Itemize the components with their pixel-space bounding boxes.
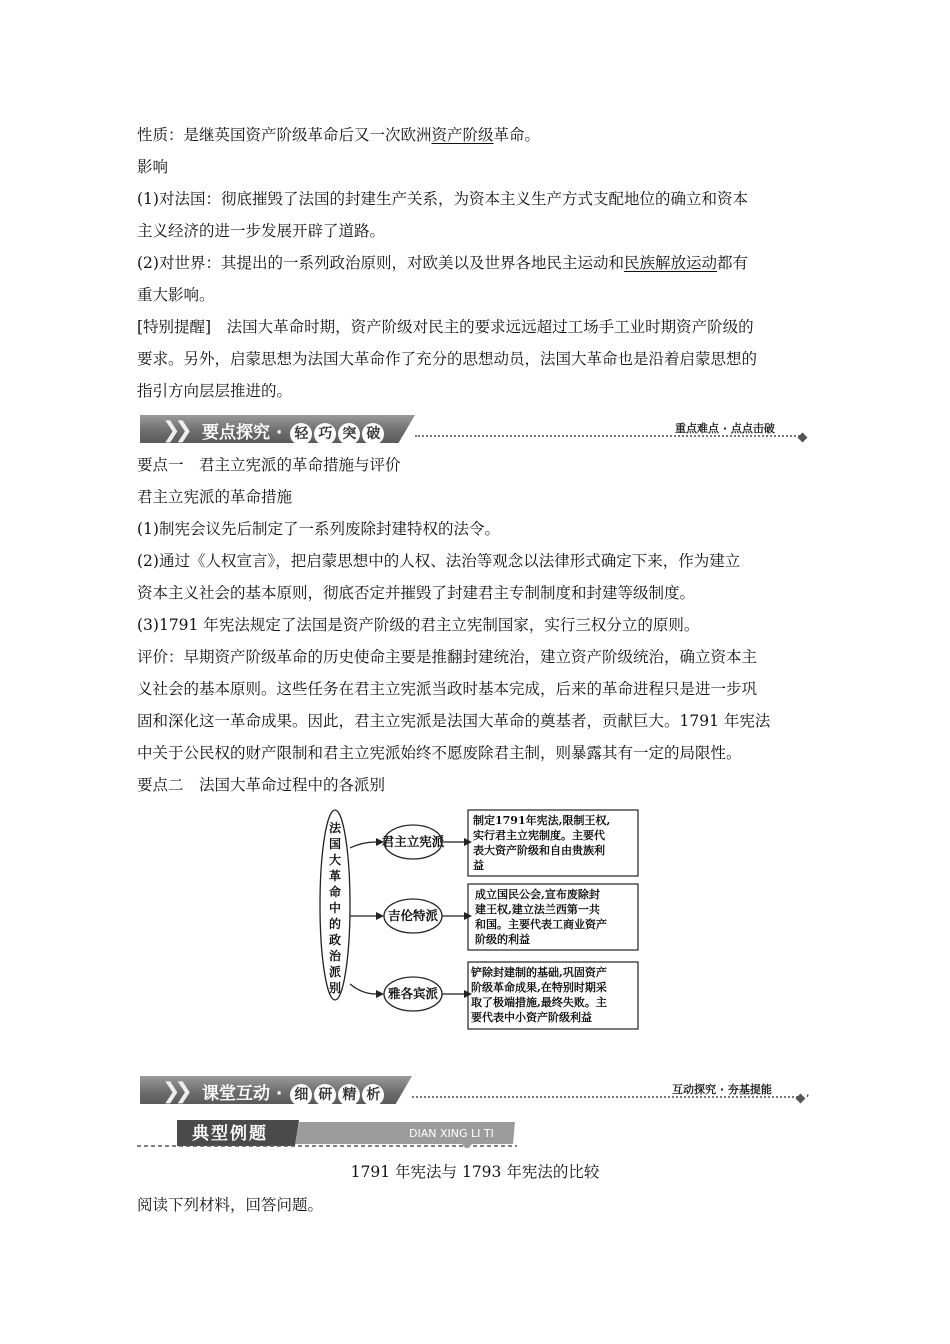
example-instruction: 阅读下列材料，回答问题。 — [137, 1196, 324, 1214]
chevron-double-icon: ❯❯ — [162, 1079, 187, 1104]
desc-line: 取了极端措施,最终失败。主 — [471, 996, 607, 1009]
banner-char: 细 — [290, 1084, 312, 1106]
tip-line2: 要求。另外，启蒙思想为法国大革命作了充分的思想动员，法国大革命也是沿着启蒙思想的 — [137, 350, 758, 368]
svg-text:派: 派 — [328, 965, 342, 979]
svg-text:法: 法 — [328, 821, 342, 835]
factions-diagram — [318, 808, 642, 1032]
evaluation-line4: 中关于公民权的财产限制和君主立宪派始终不愿废除君主制，则暴露其有一定的局限性。 — [137, 744, 742, 762]
banner-char: 研 — [314, 1084, 336, 1106]
arrow-icon — [376, 912, 384, 920]
desc-line: 阶级的利益 — [475, 933, 530, 946]
influence-france-line1: (1)对法国：彻底摧毁了法国的封建生产关系，为资本主义生产方式支配地位的确立和资本 — [137, 190, 748, 208]
measure-1: (1)制宪会议先后制定了一系列废除封建特权的法令。 — [137, 520, 500, 538]
diamond-icon — [798, 433, 808, 443]
banner-char: 突 — [338, 423, 360, 445]
section-banner-class-interaction — [140, 1076, 820, 1106]
desc-line: 阶级革命成果,在特别时期采 — [471, 981, 607, 994]
measure-2-line1: (2)通过《人权宣言》，把启蒙思想中的人权、法治等观念以法律形式确定下来，作为建立 — [137, 552, 741, 570]
tip-line1: [特别提醒] 法国大革命时期，资产阶级对民主的要求远远超过工场手工业时期资产阶级的 — [137, 318, 754, 336]
svg-text:的: 的 — [328, 917, 342, 931]
desc-line: 益 — [473, 859, 484, 872]
tip-line3: 指引方向层层推进的。 — [137, 382, 293, 400]
banner-title: 要点探究 · 轻 巧 突 破 — [202, 418, 384, 445]
connector — [350, 984, 376, 994]
svg-text:革: 革 — [328, 869, 342, 883]
trailing-comma: , — [806, 1086, 810, 1099]
example-title: 1791 年宪法与 1793 年宪法的比较 — [350, 1163, 600, 1181]
banner-char: 巧 — [314, 423, 336, 445]
banner-title: 课堂互动 · 细 研 精 析 — [202, 1079, 384, 1106]
influence-world-line1: (2)对世界：其提出的一系列政治原则，对欧美以及世界各地民主运动和民族解放运动都有 — [137, 254, 748, 272]
banner-char: 精 — [338, 1084, 360, 1106]
desc-line: 铲除封建制的基础,巩固资产 — [471, 966, 607, 979]
desc-line: 制定1791年宪法,限制王权, — [473, 814, 611, 827]
influence-heading: 影响 — [137, 158, 169, 176]
root-label — [329, 820, 342, 995]
svg-text:大: 大 — [328, 853, 342, 867]
measure-2-line2: 资本主义社会的基本原则，彻底否定并摧毁了封建君主专制制度和封建等级制度。 — [137, 584, 696, 602]
banner-char: 析 — [362, 1084, 384, 1106]
svg-text:国: 国 — [328, 837, 342, 851]
pointer-icon — [462, 1144, 472, 1148]
evaluation-line1: 评价：早期资产阶级革命的历史使命主要是推翻封建统治，建立资产阶级统治，确立资本主 — [137, 648, 758, 666]
desc-line: 实行君主立宪制度。主要代 — [473, 829, 605, 842]
svg-text:政: 政 — [328, 933, 342, 947]
diamond-icon — [796, 1094, 806, 1104]
measure-3: (3)1791 年宪法规定了法国是资产阶级的君主立宪制国家，实行三权分立的原则。 — [137, 616, 700, 634]
nature-line: 性质：是继英国资产阶级革命后又一次欧洲资产阶级革命。 — [137, 126, 541, 144]
banner-subtitle: 重点难点 · 点点击破 — [675, 422, 775, 435]
connector — [350, 842, 376, 848]
svg-text:别: 别 — [328, 981, 342, 995]
typical-example-pinyin: DIAN XING LI TI — [409, 1127, 494, 1140]
banner-char: 破 — [362, 423, 384, 445]
underlined-term-bourgeois: 资产阶级 — [431, 126, 494, 144]
typical-example-label: 典型例题 — [192, 1124, 268, 1144]
influence-world-line2: 重大影响。 — [137, 286, 215, 304]
evaluation-line3: 固和深化这一革命成果。因此，君主立宪派是法国大革命的奠基者，贡献巨大。1791 年宪法 — [137, 712, 771, 730]
typical-example-header — [137, 1118, 517, 1148]
desc-line: 成立国民公会,宣布废除封 — [475, 888, 600, 901]
faction-name: 君主立宪派 — [381, 834, 445, 849]
evaluation-line2: 义社会的基本原则。这些任务在君主立宪派当政时基本完成，后来的革命进程只是进一步巩 — [137, 680, 758, 698]
faction-name: 吉伦特派 — [387, 908, 439, 923]
arrow-icon — [376, 990, 384, 998]
faction-name: 雅各宾派 — [387, 986, 439, 1001]
banner-char: 轻 — [290, 423, 312, 445]
section-banner-key-points — [140, 415, 810, 445]
desc-line: 要代表中小资产阶级利益 — [471, 1011, 592, 1024]
banner-subtitle: 互动探究 · 夯基提能 — [672, 1083, 772, 1096]
point1-heading: 要点一 君主立宪派的革命措施与评价 — [137, 456, 401, 474]
chevron-double-icon: ❯❯ — [162, 418, 187, 443]
point2-heading: 要点二 法国大革命过程中的各派别 — [137, 776, 386, 794]
desc-line: 建王权,建立法兰西第一共 — [475, 903, 600, 916]
desc-line: 和国。主要代表工商业资产 — [475, 918, 607, 931]
underlined-term-national-liberation: 民族解放运动 — [623, 254, 717, 272]
influence-france-line2: 主义经济的进一步发展开辟了道路。 — [137, 222, 386, 240]
measures-heading: 君主立宪派的革命措施 — [137, 488, 293, 506]
svg-text:中: 中 — [328, 901, 342, 915]
svg-text:治: 治 — [328, 949, 342, 963]
svg-text:命: 命 — [328, 885, 342, 899]
desc-line: 表大资产阶级和自由贵族利 — [473, 844, 605, 857]
